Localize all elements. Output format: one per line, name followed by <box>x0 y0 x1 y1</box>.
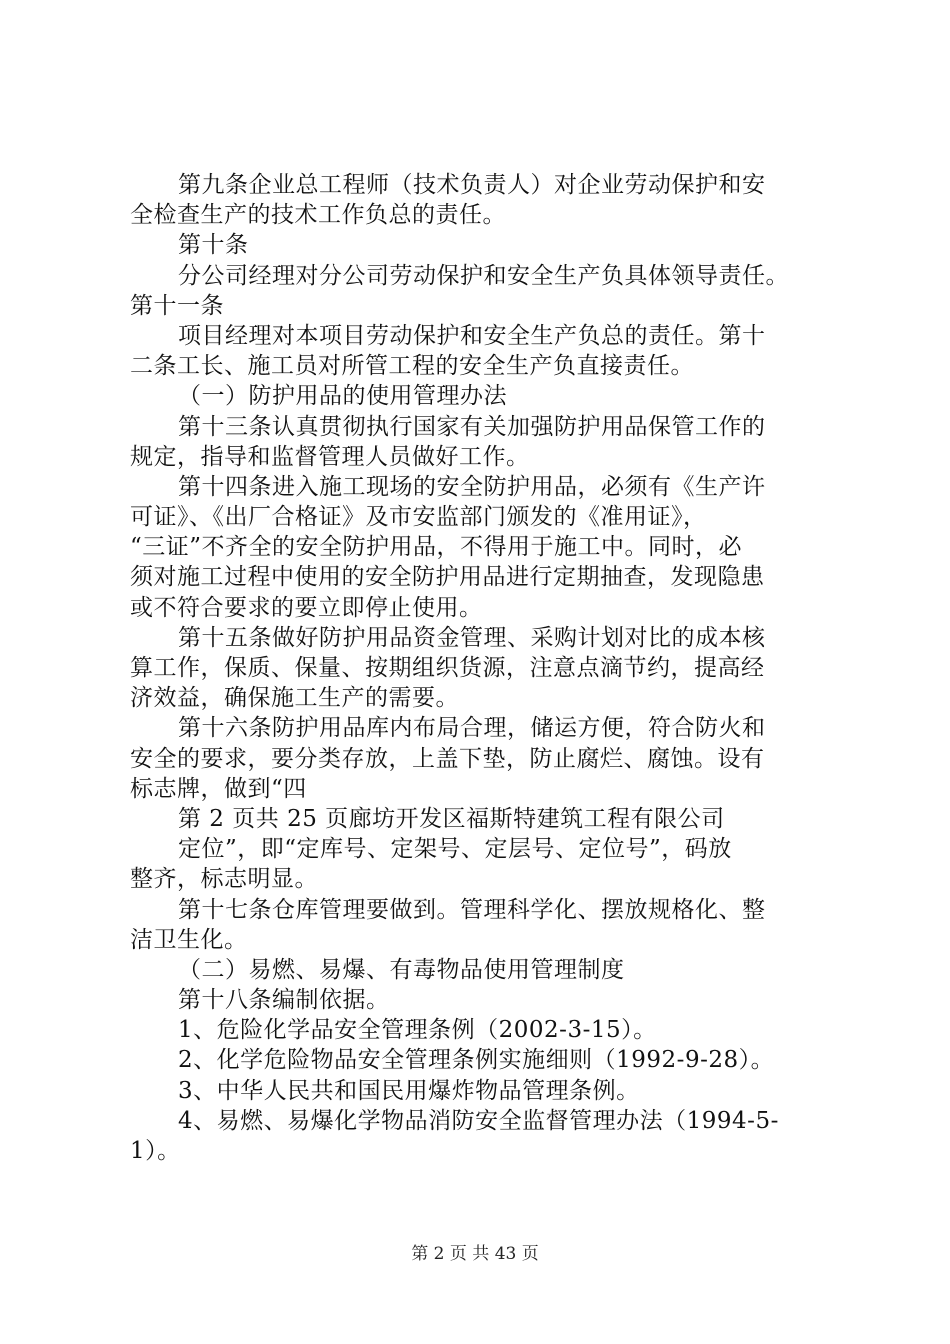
text-line: 第十八条编制依据。 <box>178 987 390 1014</box>
text-line: “三证”不齐全的安全防护用品，不得用于施工中。同时，必 <box>130 534 743 561</box>
text-line: 全检查生产的技术工作负总的责任。 <box>130 202 506 229</box>
text-line: 定位”，即“定库号、定架号、定层号、定位号”，码放 <box>178 836 732 863</box>
text-line: 3、中华人民共和国民用爆炸物品管理条例。 <box>178 1077 640 1104</box>
text-line: 安全的要求，要分类存放，上盖下垫，防止腐烂、腐蚀。设有 <box>130 745 765 772</box>
text-line: 第十七条仓库管理要做到。管理科学化、摆放规格化、整 <box>178 896 766 923</box>
text-line: 可证》、《出厂合格证》及市安监部门颁发的《准用证》， <box>130 504 707 531</box>
text-line: 二条工长、施工员对所管工程的安全生产负直接责任。 <box>130 353 694 380</box>
text-line: 或不符合要求的要立即停止使用。 <box>130 594 483 621</box>
text-line: 第十三条认真贯彻执行国家有关加强防护用品保管工作的 <box>178 413 766 440</box>
text-line: 算工作，保质、保量、按期组织货源，注意点滴节约，提高经 <box>130 655 765 681</box>
text-line: 第十五条做好防护用品资金管理、采购计划对比的成本核 <box>178 624 766 651</box>
text-line: 规定，指导和监督管理人员做好工作。 <box>130 443 530 470</box>
text-line: 第九条企业总工程师（技术负责人）对企业劳动保护和安 <box>178 172 766 198</box>
text-line: 济效益，确保施工生产的需要。 <box>130 685 459 712</box>
text-line: 2、化学危险物品安全管理条例实施细则（1992-9-28）。 <box>178 1047 775 1074</box>
text-line: 整齐，标志明显。 <box>130 866 318 893</box>
text-line: 洁卫生化。 <box>130 926 248 953</box>
document-body <box>130 170 845 1166</box>
page-footer: 第 2 页 共 43 页 <box>411 1244 539 1264</box>
text-line: 1）。 <box>130 1138 181 1164</box>
text-line: 分公司经理对分公司劳动保护和安全生产负具体领导责任。 <box>178 262 789 289</box>
text-line: 标志牌，做到“四 <box>130 775 307 802</box>
text-line: 第十条 <box>178 232 249 259</box>
text-line: 第 2 页共 25 页廊坊开发区福斯特建筑工程有限公司 <box>178 805 725 832</box>
text-line: （一）防护用品的使用管理办法 <box>178 383 507 410</box>
text-line: 4、易燃、易爆化学物品消防安全监督管理办法（1994-5- <box>178 1107 779 1134</box>
text-line: 第十四条进入施工现场的安全防护用品，必须有《生产许 <box>178 473 766 500</box>
text-line: 第十六条防护用品库内布局合理，储运方便，符合防火和 <box>178 715 766 742</box>
text-line: 项目经理对本项目劳动保护和安全生产负总的责任。第十 <box>178 322 766 349</box>
text-line: （二）易燃、易爆、有毒物品使用管理制度 <box>178 956 625 983</box>
text-line: 第十一条 <box>130 292 224 319</box>
text-line: 须对施工过程中使用的安全防护用品进行定期抽查，发现隐患 <box>130 564 765 591</box>
text-line: 1、危险化学品安全管理条例（2002-3-15）。 <box>178 1017 657 1044</box>
